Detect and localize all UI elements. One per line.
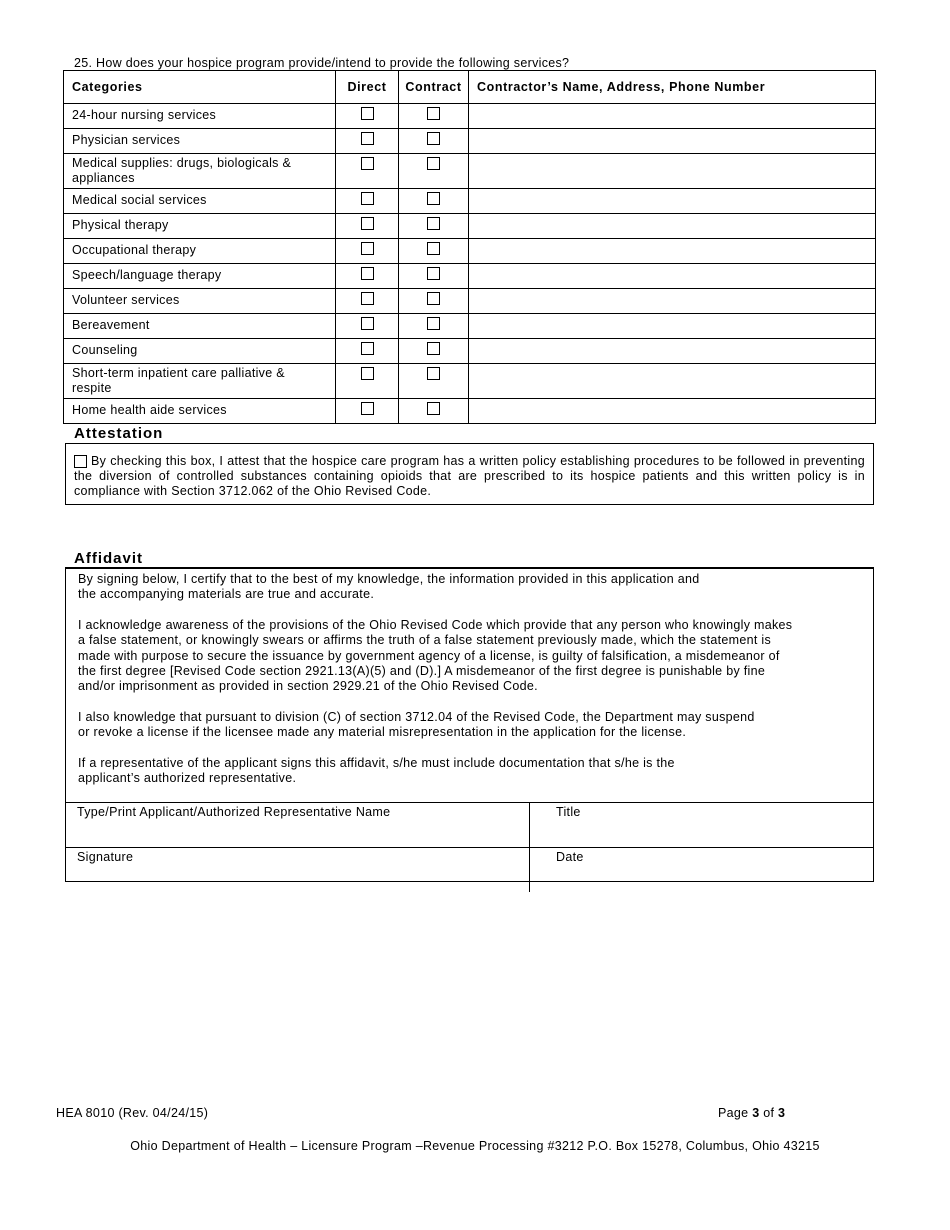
contractor-info-cell[interactable]: [469, 129, 876, 154]
contract-cell: [399, 189, 469, 214]
footer-address: Ohio Department of Health – Licensure Program –Revenue Processing #3212 P.O. Box 15278, Columbus, Ohio 43215: [130, 1139, 820, 1153]
contract-checkbox[interactable]: [427, 132, 440, 145]
affidavit-paragraph: I acknowledge awareness of the provisions of the Ohio Revised Code which provide that any person who knowingly makes a false statement, or knowingly swears or affirms the truth of a false statement previously made, which the statement is made with purpose to secure the issuance by government agency of a license, is guilty of falsification, a misdemeanor of the first degree [Revised Code section 2921.13(A)(5) and (D).] A misdemeanor of the first degree is punishable by fine and/or imprisonment as provided in section 2929.21 of the Ohio Revised Code.: [78, 618, 793, 694]
direct-cell: [336, 129, 399, 154]
table-row: [64, 154, 876, 189]
title-field[interactable]: [530, 803, 875, 848]
contract-checkbox[interactable]: [427, 292, 440, 305]
contractor-info-cell[interactable]: [469, 104, 876, 129]
direct-cell: [336, 399, 399, 424]
contract-cell: [399, 239, 469, 264]
contractor-info-cell[interactable]: [469, 154, 876, 189]
direct-cell: [336, 339, 399, 364]
direct-checkbox[interactable]: [361, 192, 374, 205]
contract-checkbox[interactable]: [427, 402, 440, 415]
table-row: [64, 399, 876, 424]
table-row: [64, 214, 876, 239]
contract-cell: [399, 104, 469, 129]
page-of: of: [763, 1106, 775, 1120]
service-category: Physical therapy: [64, 214, 336, 239]
contractor-info-cell[interactable]: [469, 239, 876, 264]
contract-checkbox[interactable]: [427, 342, 440, 355]
direct-checkbox[interactable]: [361, 317, 374, 330]
direct-cell: [336, 289, 399, 314]
direct-cell: [336, 239, 399, 264]
table-row: [64, 339, 876, 364]
service-category: Short-term inpatient care palliative & respite: [64, 364, 336, 399]
affidavit-title: Affidavit: [74, 550, 143, 567]
contractor-info-cell[interactable]: [469, 214, 876, 239]
contract-cell: [399, 314, 469, 339]
contractor-info-cell[interactable]: [469, 364, 876, 399]
affidavit-text: [66, 569, 873, 787]
table-row: [64, 289, 876, 314]
form-id: HEA 8010 (Rev. 04/24/15): [56, 1106, 209, 1120]
date-field-label: Date: [556, 850, 584, 864]
header-direct: Direct: [336, 71, 399, 104]
page-current: 3: [752, 1106, 760, 1120]
name-field-label: Type/Print Applicant/Authorized Representative Name: [77, 805, 391, 819]
direct-checkbox[interactable]: [361, 217, 374, 230]
page-prefix: Page: [718, 1106, 749, 1120]
contract-checkbox[interactable]: [427, 157, 440, 170]
contract-checkbox[interactable]: [427, 192, 440, 205]
service-category: 24-hour nursing services: [64, 104, 336, 129]
header-contractor-info: Contractor’s Name, Address, Phone Number: [469, 71, 876, 104]
direct-checkbox[interactable]: [361, 367, 374, 380]
service-category: Volunteer services: [64, 289, 336, 314]
service-category: Speech/language therapy: [64, 264, 336, 289]
table-row: [64, 129, 876, 154]
services-table-header: [64, 71, 876, 104]
service-category: Counseling: [64, 339, 336, 364]
header-contract: Contract: [399, 71, 469, 104]
title-field-label: Title: [556, 805, 581, 819]
contractor-info-cell[interactable]: [469, 189, 876, 214]
direct-checkbox[interactable]: [361, 132, 374, 145]
contract-cell: [399, 264, 469, 289]
signature-field-label: Signature: [77, 850, 134, 864]
contractor-info-cell[interactable]: [469, 314, 876, 339]
contract-checkbox[interactable]: [427, 267, 440, 280]
direct-checkbox[interactable]: [361, 342, 374, 355]
table-row: [64, 264, 876, 289]
attestation-checkbox[interactable]: [74, 455, 87, 468]
affidavit-paragraph: I also knowledge that pursuant to division (C) of section 3712.04 of the Revised Code, the Department may suspend or revoke a license if the licensee made any material misrepresentation in the application for the license.: [78, 710, 755, 740]
service-category: Physician services: [64, 129, 336, 154]
contract-checkbox[interactable]: [427, 217, 440, 230]
contract-cell: [399, 289, 469, 314]
direct-cell: [336, 214, 399, 239]
table-row: [64, 364, 876, 399]
service-category: Occupational therapy: [64, 239, 336, 264]
signature-field[interactable]: [65, 848, 530, 893]
affidavit-box: [65, 567, 874, 882]
service-category: Medical social services: [64, 189, 336, 214]
direct-cell: [336, 104, 399, 129]
header-categories: Categories: [64, 71, 336, 104]
date-field[interactable]: [530, 848, 875, 893]
direct-checkbox[interactable]: [361, 402, 374, 415]
direct-cell: [336, 189, 399, 214]
service-category: Medical supplies: drugs, biologicals & appliances: [64, 154, 336, 189]
direct-cell: [336, 364, 399, 399]
signature-table: [65, 802, 874, 892]
contractor-info-cell[interactable]: [469, 399, 876, 424]
contract-checkbox[interactable]: [427, 242, 440, 255]
contract-checkbox[interactable]: [427, 107, 440, 120]
contractor-info-cell[interactable]: [469, 289, 876, 314]
contract-cell: [399, 364, 469, 399]
direct-cell: [336, 264, 399, 289]
direct-cell: [336, 314, 399, 339]
page-total: 3: [778, 1106, 786, 1120]
attestation-text: By checking this box, I attest that the hospice care program has a written policy establishing procedures to be followed in preventing the diversion of controlled substances containing opioids that are prescribed to its hospice patients and this written policy is in compliance with Section 3712.062 of the Ohio Revised Code.: [74, 454, 865, 498]
attestation-box: [65, 443, 874, 505]
contract-cell: [399, 214, 469, 239]
table-row: [64, 239, 876, 264]
question-25: 25. How does your hospice program provide/intend to provide the following services?: [74, 56, 570, 70]
direct-checkbox[interactable]: [361, 242, 374, 255]
contractor-info-cell[interactable]: [469, 339, 876, 364]
contract-cell: [399, 339, 469, 364]
table-row: [64, 189, 876, 214]
contract-cell: [399, 399, 469, 424]
direct-cell: [336, 154, 399, 189]
direct-checkbox[interactable]: [361, 267, 374, 280]
page-number: [718, 1106, 785, 1120]
contract-checkbox[interactable]: [427, 317, 440, 330]
affidavit-paragraph: If a representative of the applicant signs this affidavit, s/he must include documentation that s/he is the applicant’s authorized representative.: [78, 756, 675, 786]
table-row: [64, 314, 876, 339]
contract-cell: [399, 154, 469, 189]
affidavit-paragraph: By signing below, I certify that to the best of my knowledge, the information provided in this application and the accompanying materials are true and accurate.: [78, 572, 700, 602]
direct-checkbox[interactable]: [361, 292, 374, 305]
attestation-title: Attestation: [74, 425, 164, 442]
services-table: [63, 70, 876, 424]
direct-checkbox[interactable]: [361, 107, 374, 120]
contract-checkbox[interactable]: [427, 367, 440, 380]
service-category: Home health aide services: [64, 399, 336, 424]
name-field[interactable]: [65, 803, 530, 848]
contract-cell: [399, 129, 469, 154]
service-category: Bereavement: [64, 314, 336, 339]
direct-checkbox[interactable]: [361, 157, 374, 170]
contractor-info-cell[interactable]: [469, 264, 876, 289]
table-row: [64, 104, 876, 129]
